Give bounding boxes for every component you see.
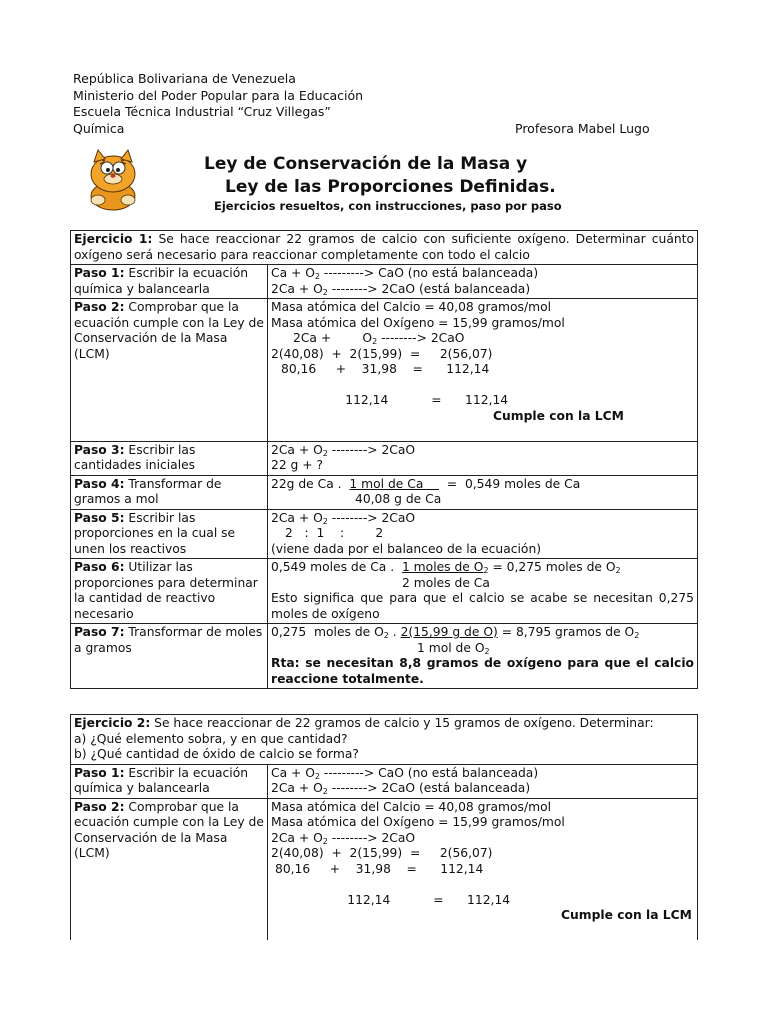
header-subject: Química: [73, 120, 125, 136]
table-row: [71, 764, 698, 798]
step-3-cell: [71, 441, 268, 475]
step-4-content: [268, 475, 698, 509]
exercise-2-question-b: b) ¿Qué cantidad de óxido de calcio se forma?: [74, 747, 359, 761]
table-row: [71, 475, 698, 509]
mass-total-line: 80,16 + 31,98 = 112,14: [275, 861, 484, 876]
subscript: 2: [484, 646, 490, 656]
fraction-denominator: 1 mol de O: [417, 640, 485, 655]
fraction-numerator: 1 mol de Ca: [349, 476, 440, 491]
step-text: Escribir la ecuación química y balancearla: [74, 266, 249, 296]
subscript: 2: [322, 448, 328, 458]
step-2-cell: [71, 299, 268, 442]
equation-part: Ca + O: [271, 266, 315, 280]
mass-oxygen: Masa atómica del Oxígeno = 15,99 gramos/mol: [271, 815, 565, 829]
step-text: Escribir la ecuación química y balancearla: [74, 765, 249, 795]
subscript: 2: [483, 566, 489, 575]
subscript: 2: [314, 771, 321, 781]
table-row: [71, 559, 698, 624]
mass-calcium: Masa atómica del Calcio = 40,08 gramos/mol: [271, 799, 552, 814]
equation-part: --------> 2CaO: [327, 510, 416, 525]
equation-part: 2Ca + O: [271, 781, 323, 795]
step-text: Transformar de moles a gramos: [74, 625, 263, 655]
cat-logo-icon: [80, 146, 146, 212]
mass-total-line: 80,16 + 31,98 = 112,14: [281, 362, 490, 376]
header-block: [73, 71, 363, 137]
equation-part: 2Ca + O: [293, 331, 373, 345]
table-row: [71, 509, 698, 559]
subscript: 2: [634, 631, 640, 640]
lcm-verdict: Cumple con la LCM: [561, 908, 692, 922]
header-ministry: Ministerio del Poder Popular para la Educación: [73, 87, 364, 103]
mass-equality-line: 112,14 = 112,14: [345, 393, 509, 407]
step-6-cell: [71, 559, 268, 624]
step-label: Paso 3:: [74, 442, 125, 457]
equation-part: Ca + O: [271, 765, 315, 780]
table-row: [71, 441, 698, 475]
mass-sum-line: 2(40,08) + 2(15,99) = 2(56,07): [271, 346, 493, 361]
subscript: 2: [383, 631, 389, 640]
mass-calcium: Masa atómica del Calcio = 40,08 gramos/mol: [271, 300, 552, 314]
exercise-1-statement: [71, 231, 698, 265]
proportions-line: 2 : 1 : 2: [285, 526, 384, 540]
exercise-2-label: Ejercicio 2:: [74, 716, 151, 730]
equation-part: ---------> CaO (no está balanceada): [320, 765, 539, 780]
subscript: 2: [615, 566, 621, 575]
header-teacher: Profesora Mabel Lugo: [515, 121, 650, 136]
step-1-cell: [71, 265, 268, 299]
fraction-denominator: 2 moles de Ca: [402, 575, 490, 590]
step-label: Paso 7:: [74, 625, 125, 639]
equation-part: 0,275 moles de O: [271, 625, 384, 639]
step-2-cell: [71, 798, 268, 940]
equation-part: = 8,795 gramos de O: [497, 625, 635, 639]
step-label: Paso 5:: [74, 510, 125, 525]
subscript: 2: [322, 836, 328, 846]
equation-part: 2Ca + O: [271, 830, 323, 845]
step-text: Escribir las cantidades iniciales: [74, 442, 196, 472]
step-label: Paso 2:: [74, 799, 125, 814]
equation-part: = 0,275 moles de O: [488, 560, 616, 574]
mass-oxygen: Masa atómica del Oxígeno = 15,99 gramos/mol: [271, 315, 565, 330]
step-text: Escribir las proporciones en la cual se unen los reactivos: [74, 510, 236, 556]
mass-sum-line: 2(40,08) + 2(15,99) = 2(56,07): [271, 846, 493, 860]
subscript: 2: [314, 272, 321, 281]
fraction-numerator: 2(15,99 g de O): [400, 625, 498, 639]
mass-equality-line: 112,14 = 112,14: [347, 892, 511, 907]
step-3-content: [268, 441, 698, 475]
equation-part: ---------> CaO (no está balanceada): [320, 266, 539, 280]
step-text: Comprobar que la ecuación cumple con la Ley de Conservación de la Masa (LCM): [74, 300, 264, 361]
step-7-content: [268, 624, 698, 689]
equation-part: --------> 2CaO: [327, 830, 416, 845]
step-label: Paso 1:: [74, 765, 125, 780]
subscript: 2: [372, 337, 378, 346]
equation-part: 2Ca + O: [271, 510, 323, 525]
header-school: Escuela Técnica Industrial “Cruz Villegas”: [73, 104, 331, 119]
header-republic: República Bolivariana de Venezuela: [73, 71, 296, 86]
equation-part: 0,549 moles de Ca .: [271, 560, 402, 574]
page-subtitle: Ejercicios resueltos, con instrucciones, paso por paso: [214, 199, 562, 213]
step-5-content: [268, 509, 698, 559]
step-4-cell: [71, 475, 268, 509]
exercise-1-text: Se hace reaccionar 22 gramos de calcio con suficiente oxígeno. Determinar cuánto oxígeno será necesario para reaccionar completamente con todo el calcio: [74, 232, 695, 262]
step-text: Utilizar las proporciones para determinar la cantidad de reactivo necesario: [74, 560, 258, 621]
page-title-line1: Ley de Conservación de la Masa y: [204, 154, 528, 174]
table-row: [71, 231, 698, 265]
exercise-2-question-a: a) ¿Qué elemento sobra, y en que cantidad?: [74, 731, 348, 746]
equation-part: = 0,549 moles de Ca: [439, 476, 581, 491]
fraction-denominator: 40,08 g de Ca: [355, 492, 442, 506]
final-answer: Rta: se necesitan 8,8 gramos de oxígeno para que el calcio reaccione totalmente.: [271, 656, 694, 686]
page-title-line2: Ley de las Proporciones Definidas.: [225, 177, 556, 197]
subscript: 2: [322, 516, 328, 526]
step-1-content: [268, 764, 698, 798]
table-row: [71, 265, 698, 299]
table-row: [71, 798, 698, 940]
step-7-cell: [71, 624, 268, 689]
equation-part: 2Ca + O: [271, 281, 323, 296]
equation-part: 22g de Ca .: [271, 476, 350, 491]
exercise-1-label: Ejercicio 1:: [74, 232, 153, 246]
exercise-2-text: Se hace reaccionar de 22 gramos de calcio y 15 gramos de oxígeno. Determinar:: [150, 716, 654, 730]
step-5-cell: [71, 509, 268, 559]
subscript: 2: [322, 787, 328, 796]
equation-part: --------> 2CaO: [377, 331, 465, 345]
equation-part: --------> 2CaO (está balanceada): [327, 781, 531, 795]
exercise-2-table: [70, 714, 698, 940]
step-label: Paso 1:: [74, 266, 125, 280]
table-row: [71, 624, 698, 689]
step-1-content: [268, 265, 698, 299]
exercise-1-table: [70, 230, 698, 689]
step-text: Transformar de gramos a mol: [74, 476, 222, 506]
equation-part: 2Ca + O: [271, 442, 323, 457]
proportions-note: (viene dada por el balanceo de la ecuación): [271, 541, 542, 556]
equation-part: --------> 2CaO: [327, 442, 416, 457]
fraction-numerator: 1 moles de O: [401, 560, 484, 574]
step-6-content: [268, 559, 698, 624]
step-1-cell: [71, 764, 268, 798]
lcm-verdict: Cumple con la LCM: [493, 408, 624, 423]
initial-quantities: 22 g + ?: [271, 458, 324, 472]
step-2-content: [268, 299, 698, 442]
step-2-content: [268, 798, 698, 940]
table-row: [71, 715, 698, 765]
step-6-explanation: Esto significa que para que el calcio se acabe se necesitan 0,275 moles de oxígeno: [271, 591, 694, 621]
exercise-2-statement: [71, 715, 698, 765]
equation-part: --------> 2CaO (está balanceada): [327, 281, 531, 296]
equation-part: .: [388, 625, 401, 639]
step-label: Paso 6:: [74, 560, 125, 574]
subscript: 2: [322, 287, 328, 297]
step-label: Paso 2:: [74, 300, 125, 314]
step-label: Paso 4:: [74, 476, 125, 491]
step-text: Comprobar que la ecuación cumple con la Ley de Conservación de la Masa (LCM): [74, 799, 264, 860]
table-row: [71, 299, 698, 442]
